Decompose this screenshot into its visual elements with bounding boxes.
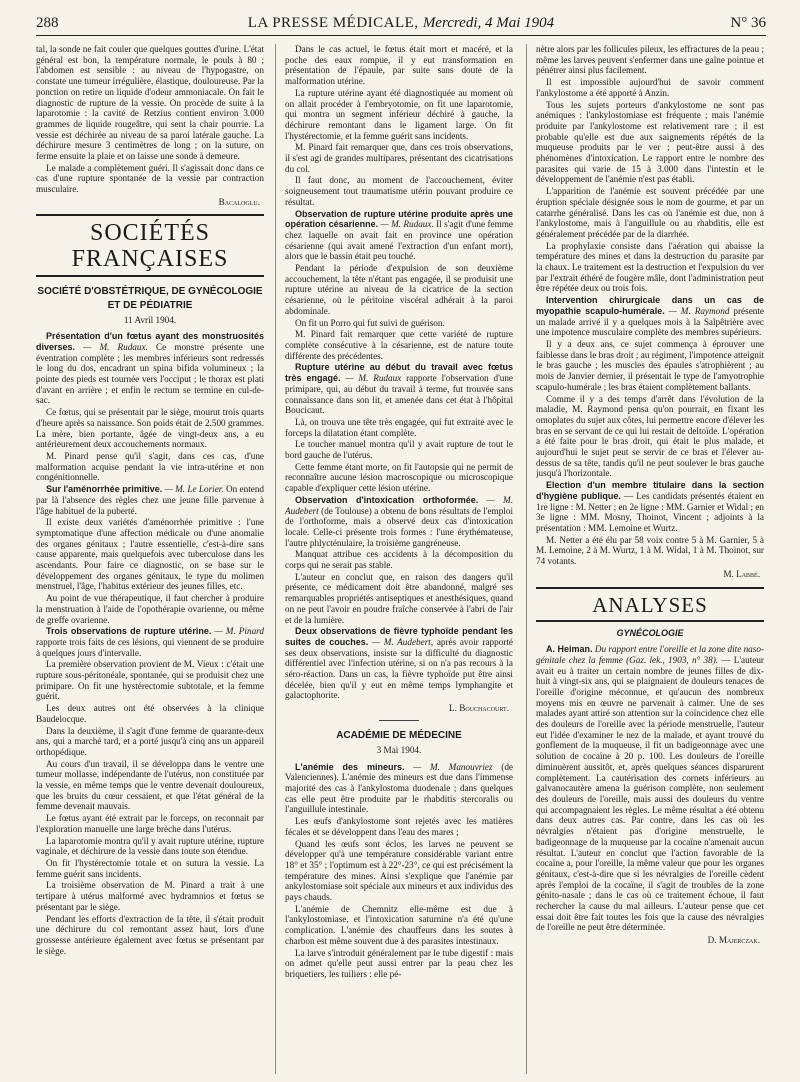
article-text: rapporte l'observation d'une primipare, qui, au début du travail à terme, fut trouvée sans connaissance dans son lit, et amenée dans cet état à l'hôpital Boucicaut.	[285, 373, 513, 416]
article-text: après avoir rapporté ses deux observations, insiste sur la difficulté du diagnostic différentiel avec l'infection utérine, si on n'a pas recours à la séro-réaction. Dans un cas, la fièvre typhoïde put être ainsi décelée, bien qu'il y eut en même temps lymphangite et galactophorite.	[285, 636, 513, 701]
article-entry	[36, 331, 264, 406]
article-text: (de Valenciennes). L'anémie des mineurs est due dans l'immense majorité des cas à l'ankylostoma duodenale ; dans quelques cas elle peut être produite par le rhabditis stercoralis ou l'anguillule intestinale.	[285, 761, 513, 815]
analysis-text: — L'auteur avait eu à traiter un certain nombre de jeunes filles de dix-huit à vingt-six ans, qui se plaignaient de douleurs tenaces de l'oreille d'origine méconnue, et qu'aucun des nombreux moyens mis en œuvre ne parvenait à calmer. Une de ses malades ayant attiré son attention sur la coïncidence chez elle des douleurs de l'oreille avec la période menstruelle, l'auteur eut l'idée d'examiner le nez de la malade, et ayant trouvé du gonflement de la muqueuse, il fit un badigeonnage avec une solution de cocaïne à 20 p. 100. Les douleurs de l'oreille diminuèrent aussitôt, et, après quelques séances disparurent complètement. La cautérisation des cornets inférieurs au galvanocautère amena la guérison complète, non seulement des douleurs de l'oreille, mais aussi des douleurs du ventre qui accompagnaient les règles. Le même résultat a été obtenu dans deux autres cas. Par contre, dans les cas où les névralgies n'étaient pas d'origine menstruelle, le badigeonnage de la muqueuse par la cocaïne n'amenait aucun résultat. L'auteur en conclut que l'action favorable de la cocaïne a, pour l'oreille, la même valeur que pour les organes génitaux, c'est-à-dire que si les névralgies de l'oreille cèdent après l'emploi de la cocaïne, il s'agit de troubles de la zone génito-nasale ; dans le cas où ce traitement échoue, il faut rechercher la cause du mal ailleurs. L'auteur pense que cet essai doit être fait toutes les fois que la cause des névralgies de l'oreille ne peut être déterminée.	[536, 654, 764, 933]
paragraph: La rupture utérine ayant été diagnostiquée au moment où on allait procéder à l'embryotomie, on fit une laparotomie, qui montra un segment inférieur déchiré à gauche, la déchirure remontant dans le ligament large. On fit l'hystérectomie, et la femme guérit sans incidents.	[285, 87, 513, 141]
paragraph: Les deux autres ont été observées à la clinique Baudelocque.	[36, 703, 264, 724]
issue-date: Mercredi, 4 Mai 1904	[422, 15, 555, 31]
session-date: 11 Avril 1904.	[123, 314, 177, 325]
article-title: Trois observations de rupture utérine.	[46, 626, 212, 637]
article-entry	[285, 495, 513, 549]
issue-number: N° 36	[730, 15, 766, 31]
paragraph: Au cours d'un travail, il se développa dans le ventre une tumeur mollasse, indépendante de l'utérus, non constituée par la vessie, en même temps que le ventre devenait douloureux, que les bruits du cœur cessaient, et que l'état général de la femme devenait mauvais.	[36, 758, 264, 812]
article-author: — M. Audebert	[285, 494, 513, 516]
paragraph: Le fœtus ayant été extrait par le forceps, on reconnait par l'exploration manuelle une large brèche dans l'utérus.	[36, 813, 264, 834]
paragraph: M. Pinard fait remarquer que, dans ces trois observations, il s'est agi de grandes multipares, présentant des cicatrisations du col.	[285, 142, 513, 174]
section-banner: ANALYSES	[536, 587, 764, 622]
session-date: 3 Mai 1904.	[376, 744, 422, 755]
paragraph: Ce fœtus, qui se présentait par le siège, mourut trois quarts d'heure après sa naissance. Son poids était de 2.500 grammes. La mère, bien portante, âgée de vingt-deux ans, a eu antérieurement deux accouchements normaux.	[36, 407, 264, 450]
paragraph: Le malade a complètement guéri. Il s'agissait donc dans ce cas d'une rupture spontanée de la vessie par contraction musculaire.	[36, 162, 264, 195]
article-text: rapporte trois faits de ces lésions, qui viennent de se produire à quelques jours d'intervalle.	[36, 636, 264, 658]
paragraph: Dans la deuxième, il s'agit d'une femme de quarante-deux ans, qui a marché tard, et a porté jusqu'à cinq ans un appareil orthopédique.	[36, 725, 264, 757]
paragraph: La larve s'introduit généralement par le tube digestif : mais on admet qu'elle peut aussi entrer par la peau chez les briquetiers, les tuiliers : elle pé-	[285, 947, 513, 979]
divider	[379, 720, 419, 721]
article-author: — M. Rudaux	[345, 373, 402, 384]
paragraph: L'auteur en conclut que, en raison des dangers qu'il présente, ce médicament doit être abandonné, malgré ses remarquables propriétés antiseptiques et anesthésiques, quand on ne peut l'avoir en poudre fraîche conservée à l'abri de l'air et de la lumière.	[285, 571, 513, 625]
paragraph: La prophylaxie consiste dans l'aération qui abaisse la température des mines et dans la destruction du parasite par la chaux. Le traitement est la destruction et l'expulsion du ver par l'extrait éthéré de fougère mâle, dont l'administration peut être répétée deux ou trois fois.	[536, 240, 764, 294]
paragraph: Pendant les efforts d'extraction de la tête, il s'était produit une déchirure du col remontant assez haut, lors d'une grossesse antérieure également avec fœtus se présentant par le siège.	[36, 913, 264, 956]
paragraph: L'anémie de Chemnitz elle-même est due à l'ankylostomiase, et l'intoxication saturnine n'a été qu'une complication. L'anémie des chauffeurs dans les soutes à charbon est même souvent due à des parasites intestinaux.	[285, 903, 513, 946]
paragraph: Il existe deux variétés d'aménorrhée primitive : l'une symptomatique d'une affection médicale ou d'une anomalie des organes génitaux ; l'autre essentielle, c'est-à-dire sans cause apparente, mais quelquefois avec tuberculose dans les ascendants. Pour faire ce diagnostic, on se base sur le développement des organes génitaux, le type du molimen menstruel, l'âge, l'habitus extérieur des jeunes filles, etc.	[36, 517, 264, 592]
article-title: Observation d'intoxication orthoformée.	[295, 494, 479, 505]
paragraph: Tous les sujets porteurs d'ankylostome ne sont pas anémiques : l'ankylostomiase est fréquente ; mais l'anémie produite par l'ankylostome est relativement rare ; il est probable qu'elle est due aux saignements répétés de la muqueuse produits par le ver ; peut-être aussi à des phénomènes d'intoxication. Le rapport entre le nombre des parasites qui varie de 15 à 3.000 dans l'intestin et le développement de l'anémie n'est pas établi.	[536, 99, 764, 185]
author-signature: L. Bouchacourt.	[449, 703, 509, 714]
paragraph: M. Pinard pense qu'il s'agit, dans ces cas, d'une malformation acquise pendant la vie intra-utérine et non congénitionnelle.	[36, 450, 264, 483]
paragraph: On fit l'hystérectomie totale et on sutura la vessie. La femme guérit sans incidents.	[36, 858, 264, 879]
column-right	[536, 44, 764, 1078]
article-title: Election d'un membre titulaire dans la section d'hygiène publique.	[536, 480, 764, 501]
article-text: Il s'agit d'une femme chez laquelle on avait fait en province une opération césarienne (qui avait amené l'extraction d'un enfant mort), alors que le bassin était peu touché.	[285, 219, 513, 262]
article-entry	[36, 626, 264, 658]
paragraph: Le toucher manuel montra qu'il y avait rupture de tout le bord gauche de l'utérus.	[285, 439, 513, 461]
paragraph: Au point de vue thérapeutique, il faut chercher à produire la menstruation à l'aide de l'opothérapie ovarienne, ou même de greffe ovarienne.	[36, 593, 264, 625]
article-entry	[536, 295, 764, 338]
paragraph: La troisième observation de M. Pinard a trait à une tertipare à utérus malformé avec hydramnios et fœtus se présentant par le siège.	[36, 880, 264, 912]
paragraph: La première observation provient de M. Vieux : c'était une rupture sous-péritonéale, spontanée, qui se produisit chez une primipare. On fit une hystérectomie subtotale, et la femme guérit.	[36, 659, 264, 702]
article-author: — M. Audebert,	[371, 636, 434, 647]
column-left	[36, 44, 264, 1078]
article-author: — M. Pinard	[214, 626, 264, 637]
paragraph: Cette femme étant morte, on fit l'autopsie qui ne permit de reconnaître aucune lésion macroscopique ou microscopique capable d'expliquer cette lésion utérine.	[285, 461, 513, 494]
article-title: Intervention chirurgicale dans un cas de myopathie scapulo-humérale.	[536, 295, 764, 316]
analysis-author: A. Heiman.	[546, 644, 593, 655]
paragraph: Il est impossible aujourd'hui de savoir comment l'ankylostome a été apporté à Anzin.	[536, 77, 764, 98]
paragraph: Les œufs d'ankylostome sont rejetés avec les matières fécales et se développent dans l'eau des mares ;	[285, 816, 513, 837]
article-text: (de Toulouse) a obtenu de bons résultats de l'emploi de l'orthoforme, mais a observé deux cas d'intoxication locale. Celle-ci présente trois formes : l'une érythémateuse, l'autre phlycténulaire, la troisième gangréneuse.	[285, 505, 513, 548]
article-entry	[36, 484, 264, 516]
article-author: — M. Raymond	[668, 305, 730, 316]
article-text: Ce monstre présente une éventration complète ; les membres inférieurs sont redressés le long du dos, encadrant un spina bifida volumineux ; la pointe des pieds est tournée vers l'occiput ; le thorax est plati d'avant en arrière ; et enfin le rectum se termine en cul-de-sac.	[36, 341, 264, 406]
article-text: — Les candidats présentés étaient en 1re ligne : M. Netter ; en 2e ligne : MM. Garnier et Widal ; en 3e ligne : MM. Mosny, Thoinot, Vincent ; adjoints à la présentation : MM. Lemoine et Wurtz.	[536, 490, 764, 533]
article-author: — M. Rudaux.	[83, 341, 148, 352]
column-divider	[526, 44, 527, 1074]
journal-title	[36, 15, 766, 32]
paragraph: Là, on trouva une tête très engagée, qui fut extraite avec le forceps la dilatation étant complète.	[285, 416, 513, 438]
paragraph: nètre alors par les follicules pileux, les effractures de la peau ; même les larves peuvent s'enfermer dans une gaîne pointue et pénétrer ainsi plus facilement.	[536, 44, 764, 76]
paragraph: L'apparition de l'anémie est souvent précédée par une éruption spéciale désignée sous le nom de gourme, et par un catarrhe généralisé. Dans les cas où l'anémie est due, non à l'ankylostome, mais à l'anguillule ou au rhabditis, elle est généralement précédée par de la diarrhée.	[536, 186, 764, 239]
paragraph: Pendant la période d'expulsion de son deuxième accouchement, la tête n'étant pas engagée, il se produisit une rupture utérine au niveau de la cicatrice de la section césarienne, où le péritoine viscéral adhérait à la paroi abdominale.	[285, 263, 513, 316]
author-signature: D. Majerczak.	[707, 935, 760, 946]
article-title: Rupture utérine au début du travail avec fœtus très engagé.	[285, 362, 513, 384]
paragraph: Il y a deux ans, ce sujet commença à éprouver une faiblesse dans le bras droit ; au régiment, l'impotence atteignit le bras gauche ; les muscles des épaules s'atrophièrent ; au mois de Janvier dernier, il présentait le type de l'amyotrophie scapulo-humérale ; les bras étaient complètement ballants.	[536, 338, 764, 392]
article-author: — M. Le Lorier.	[164, 484, 224, 495]
paragraph: La laparotomie montra qu'il y avait rupture utérine, rupture vaginale, et déchirure de la vessie dans toute son étendue.	[36, 835, 264, 857]
paragraph: Il faut donc, au moment de l'accouchement, éviter soigneusement tout traumatisme utérin pouvant produire ce résultat.	[285, 175, 513, 207]
paragraph: Manquat attribue ces accidents à la décomposition du corps qui ne serait pas stable.	[285, 549, 513, 571]
article-title: Observation de rupture utérine produite après une opération césarienne.	[285, 208, 513, 230]
article-text: présente un malade arrivé il y a quelques mois à la Salpêtrière avec une impotence musculaire complète des membres supérieurs.	[536, 305, 764, 338]
paragraph: Quand les œufs sont éclos, les larves ne peuvent se développer qu'à une température considérable variant entre 18° et 35° ; l'optimum est à 22°-23°, ce qui est précisément la température des mines. Ainsi s'explique que l'anémie par ankylostomiase soit spéciale aux mineurs et aux individus des pays chauds.	[285, 838, 513, 903]
article-title: Deux observations de fièvre typhoïde pendant les suites de couches.	[285, 626, 513, 647]
column-divider	[275, 44, 276, 1074]
article-entry	[285, 209, 513, 263]
article-title: Présentation d'un fœtus ayant des monstruosités diverses.	[36, 331, 264, 352]
article-title: L'anémie des mineurs.	[295, 761, 405, 772]
paragraph: Dans le cas actuel, le fœtus était mort et macéré, et la poche des eaux rompue, il y eut transformation en présentation de l'épaule, par suite sans doute de la malformation utérine.	[285, 44, 513, 87]
article-entry	[285, 362, 513, 416]
paragraph: M. Pinard fait remarquer que cette variété de rupture complète consécutive à la césarienne, est de nature toute différente des précédentes.	[285, 329, 513, 361]
article-text: On entend par là l'absence des règles chez une jeune fille parvenue à l'âge habituel de la puberté.	[36, 484, 264, 516]
page-header	[36, 13, 766, 36]
article-author: — M. Rudaux.	[380, 219, 434, 230]
analysis-reference: Du rapport entre l'oreille et la zone dite naso-génitale chez la femme (Gaz. lek., 1903, n° 38).	[536, 644, 764, 665]
paragraph: tal, la sonde ne fait couler que quelques gouttes d'urine. L'état général est bon, la température normale, le pouls à 80 ; l'abdomen est sensible : au niveau de l'hypogastre, on constate une tumeur irrégulière, élastique, douloureuse. Par la ponction on retire un liquide d'odeur ammoniacale. On fait le diagnostic de rupture de la vessie. On procède de suite à la laparotomie : la cavité de Retzius contient environ 3.000 grammes de liquide rougeâtre, qui sent la chair pourrie. La vessie est déchirée au niveau de sa paroi latérale gauche. La déchirure mesure 3 centimètres de long ; on la suture, on ferme ensuite la plaie et on laisse une sonde à demeure.	[36, 44, 264, 162]
article-title: Sur l'aménorrhée primitive.	[46, 484, 163, 495]
page-number: 288	[36, 15, 59, 31]
academy-heading: ACADÉMIE DE MÉDECINE	[336, 729, 462, 741]
article-entry	[536, 480, 764, 534]
section-banner: SOCIÉTÉS FRANÇAISES	[36, 214, 264, 277]
paragraph: Comme il y a des temps d'arrêt dans l'évolution de la maladie, M. Raymond pensa qu'on pourrait, en fixant les omoplates du sujet aux côtes, lui permettre encore d'élever les bras en se servant de ce qui lui restait de deltoïde. L'opération a été faite pour le bras droit, qui était le plus malade, et aujourd'hui le sujet peut se servir de ce bras et l'élever au-dessus de sa tête, tandis qu'il ne peut soulever le bras gauche jusqu'à l'horizontale.	[536, 393, 764, 479]
article-entry	[285, 762, 513, 816]
paragraph: M. Netter a été élu par 58 voix contre 5 à M. Garnier, 5 à M. Lemoine, 2 à M. Wurtz, 1 à M. Widal, 1 à M. Thoinot, sur 74 votants.	[536, 534, 764, 567]
paragraph: On fit un Porro qui fut suivi de guérison.	[295, 317, 445, 328]
author-signature: Bacaloglu.	[218, 196, 260, 207]
article-entry	[285, 626, 513, 701]
journal-name: LA PRESSE MÉDICALE,	[247, 15, 419, 31]
author-signature: M. Labbé.	[723, 568, 760, 579]
article-author: — M. Manouvriez	[413, 761, 493, 772]
society-heading: SOCIÉTÉ D'OBSTÉTRIQUE, DE GYNÉCOLOGIE ET DE PÉDIATRIE	[37, 285, 263, 311]
subsection-heading: GYNÉCOLOGIE	[616, 628, 684, 639]
analysis-entry	[536, 644, 764, 933]
column-middle	[285, 44, 513, 1078]
